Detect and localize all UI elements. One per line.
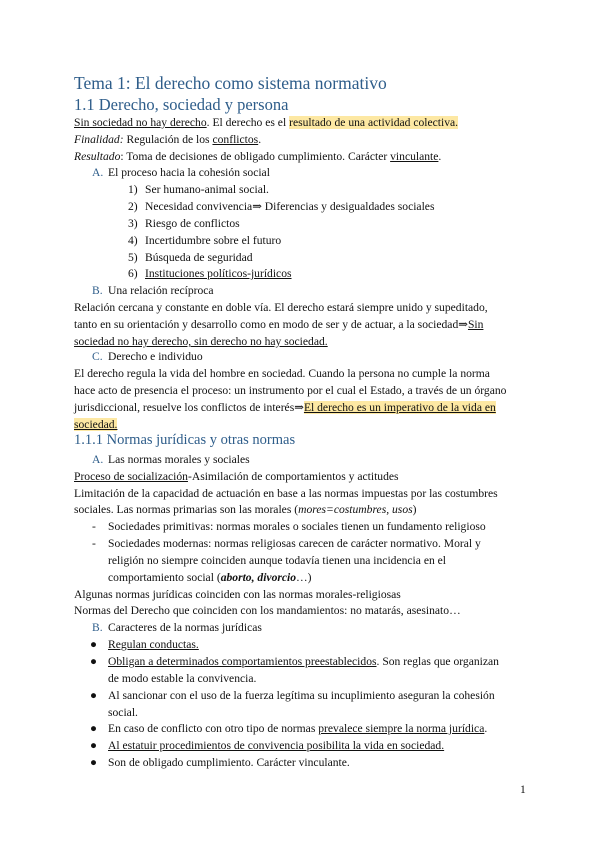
intro-line-1: Sin sociedad no hay derecho. El derecho es el resultado de una actividad colectiva. (74, 116, 459, 129)
subsection-marker-b: B. (92, 284, 103, 297)
subsection-c-label: Derecho e individuo (108, 350, 203, 363)
list-item: Búsqueda de seguridad (145, 251, 253, 264)
bullet-icon: ● (90, 756, 98, 769)
paragraph-line: El derecho regula la vida del hombre en sociedad. Cuando la persona no cumple la norma (74, 367, 490, 380)
subsection-marker-c: C. (92, 350, 103, 363)
bullet-item: Al estatuir procedimientos de convivencia posibilita la vida en sociedad. (108, 739, 445, 752)
paragraph-line: hace acto de presencia el proceso: un instrumento por el cual el Estado, a través de un órgano (74, 384, 507, 397)
subsection-a2-label: Las normas morales y sociales (108, 453, 250, 466)
bullet-icon: ● (90, 655, 98, 668)
paragraph-line: Relación cercana y constante en doble vía. El derecho estará siempre unido y supeditado, (74, 301, 488, 314)
dash-marker: - (92, 520, 96, 533)
dash-item-cont: comportamiento social (aborto, divorcio…) (108, 571, 312, 584)
list-number: 1) (128, 183, 138, 196)
paragraph-line: tanto en su orientación y desarrollo como en modo de ser y de actuar, a la sociedad⇒Sin (74, 318, 484, 331)
intro-line-2: Finalidad: Regulación de los conflictos. (74, 133, 262, 146)
bullet-item: Son de obligado cumplimiento. Carácter vinculante. (108, 756, 350, 769)
subsection-b2-label: Caracteres de la normas jurídicas (108, 621, 262, 634)
bullet-icon: ● (90, 722, 98, 735)
paragraph-line: sociales. Las normas primarias son las morales (mores=costumbres, usos) (74, 503, 417, 516)
paragraph-line: sociedad. (74, 418, 118, 431)
dash-item: Sociedades modernas: normas religiosas carecen de carácter normativo. Moral y (108, 537, 481, 550)
list-number: 3) (128, 217, 138, 230)
subsection-a-label: El proceso hacia la cohesión social (108, 166, 270, 179)
bullet-icon: ● (90, 739, 98, 752)
dash-item-cont: religión no siempre coinciden aunque todavía tienen una incidencia en el (108, 554, 447, 567)
bullet-item-cont: de modo estable la convivencia. (108, 672, 257, 685)
paragraph-line: jurisdiccional, resuelve los conflictos de interés⇒El derecho es un imperativo de la vida en (74, 401, 496, 414)
paragraph-line: Algunas normas jurídicas coinciden con las normas morales-religiosas (74, 588, 401, 601)
list-item: Instituciones políticos-jurídicos (145, 267, 292, 280)
list-number: 5) (128, 251, 138, 264)
list-item: Necesidad convivencia⇒ Diferencias y desigualdades sociales (145, 200, 435, 213)
list-number: 4) (128, 234, 138, 247)
bullet-item: En caso de conflicto con otro tipo de normas prevalece siempre la norma jurídica. (108, 722, 488, 735)
subsection-marker-a: A. (92, 166, 104, 179)
subsection-marker-a2: A. (92, 453, 104, 466)
page-number: 1 (520, 783, 526, 796)
paragraph-line: Normas del Derecho que coinciden con los mandamientos: no matarás, asesinato… (74, 604, 461, 617)
bullet-item: Regulan conductas. (108, 638, 199, 651)
page-title: Tema 1: El derecho como sistema normativo (74, 73, 387, 93)
bullet-icon: ● (90, 689, 98, 702)
dash-item: Sociedades primitivas: normas morales o sociales tienen un fundamento religioso (108, 520, 486, 533)
bullet-icon: ● (90, 638, 98, 651)
list-number: 6) (128, 267, 138, 280)
section-heading-1-1: 1.1 Derecho, sociedad y persona (74, 95, 289, 114)
list-item: Ser humano-animal social. (145, 183, 269, 196)
section-heading-1-1-1: 1.1.1 Normas jurídicas y otras normas (74, 432, 296, 448)
paragraph-line: sociedad no hay derecho, sin derecho no hay sociedad. (74, 335, 328, 348)
paragraph-line: Proceso de socialización-Asimilación de comportamientos y actitudes (74, 470, 399, 483)
dash-marker: - (92, 537, 96, 550)
list-item: Incertidumbre sobre el futuro (145, 234, 282, 247)
bullet-item-cont: social. (108, 706, 138, 719)
intro-line-3: Resultado: Toma de decisiones de obligado cumplimiento. Carácter vinculante. (74, 150, 442, 163)
subsection-b-label: Una relación recíproca (108, 284, 214, 297)
bullet-item: Al sancionar con el uso de la fuerza legítima su incuplimiento aseguran la cohesión (108, 689, 495, 702)
paragraph-line: Limitación de la capacidad de actuación en base a las normas impuestas por las costumbres (74, 487, 498, 500)
list-number: 2) (128, 200, 138, 213)
bullet-item: Obligan a determinados comportamientos preestablecidos. Son reglas que organizan (108, 655, 499, 668)
subsection-marker-b2: B. (92, 621, 103, 634)
list-item: Riesgo de conflictos (145, 217, 240, 230)
